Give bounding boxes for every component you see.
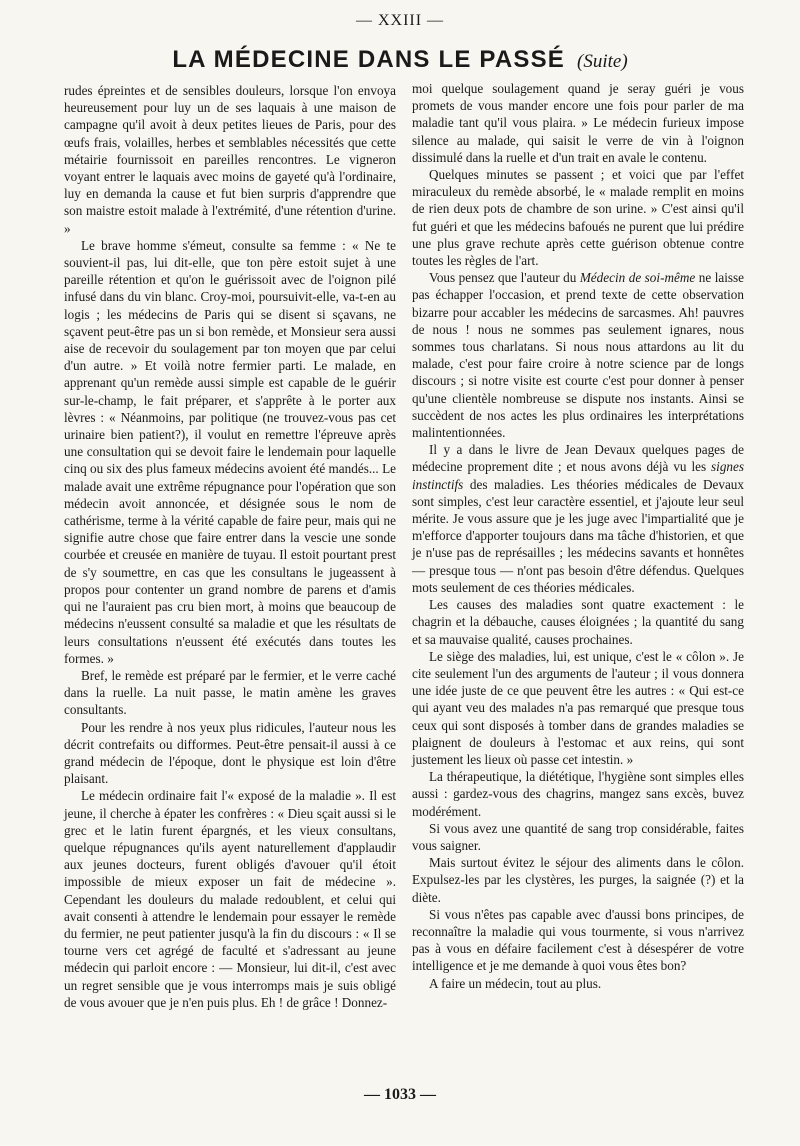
paragraph: Si vous n'êtes pas capable avec d'aussi bons principes, de reconnaître la maladie qui vous tourmente, si vous n'arrivez pas à vous en défaire facilement c'est à désespérer de votre intelligence et je me demande à quoi vous êtes bon? bbox=[412, 906, 744, 974]
paragraph-text: Il y a dans le livre de Jean Devaux quelques pages de médecine proprement dite ; et nous avons déjà vu les bbox=[412, 442, 744, 475]
book-title: Médecin de soi-même bbox=[579, 270, 696, 286]
paragraph: Si vous avez une quantité de sang trop considérable, faites vous saigner. bbox=[412, 820, 744, 853]
paragraph: Pour les rendre à nos yeux plus ridicules, l'auteur nous les décrit contrefaits ou difformes. Peut-être pensait-il aussi à ce grand médecin de l'époque, dont le physique est loin d'être plaisant. bbox=[64, 719, 396, 787]
emphasis-term: signes instinctifs bbox=[412, 459, 744, 492]
paragraph-text: des maladies. Les théories médicales de Devaux sont simples, c'est leur caractère essentiel, et j'ajoute leur seul mérite. Je vous assure que je les juge avec l'impartialité que je m'efforce d'apporter toujours dans ma tâche d'historien, et que je n'use pas de représailles ; les médecins savants et honnêtes — presque tous — n'ont pas besoin d'être défendus. Quelques mots seulement de ces théories médicales. bbox=[412, 476, 744, 595]
paragraph bbox=[412, 269, 744, 441]
paragraph: Quelques minutes se passent ; et voici que par l'effet miraculeux du remède absorbé, le « malade remplit en moins de rien deux pots de chambre de son urine. » C'est ainsi qu'il fut guéri et que les médecins bafoués ne purent que lui prédire une plus grave rechute après cette guérison obtenue contre toutes les règles de l'art. bbox=[412, 167, 744, 269]
paragraph bbox=[412, 441, 744, 596]
paragraph: Bref, le remède est préparé par le fermier, et le verre caché dans la ruelle. La nuit passe, le matin amène les graves consultants. bbox=[64, 667, 396, 718]
paragraph: Le brave homme s'émeut, consulte sa femme : « Ne te souvient-il pas, lui dit-elle, que ton père estoit sujet à une pareille rétention et qu'on le guérissoit avec de l'oignon pilé infusé dans du vin blanc. Croy-moi, poursuivit-elle, va-t-en au logis ; les médecins de Paris qui se disent si sçavans, ne sçavent peut-être pas un si bon remède, et Monsieur sera aussi aise de recevoir du soulagement par ton moyen que par celui d'un autre. » Et voilà notre fermier parti. Le malade, en apprenant qu'un remède aussi simple est capable de le guérir sur-le-champ, le fait préparer, et s'apprête à le porter aux lèvres : « Néanmoins, par politique (ne trouvez-vous pas cet urinaire bien patient?), il voulut en remettre l'épreuve après une consultation qui se devoit faire le lendemain pour laquelle cinq ou six des plus fameux médecins avoient été mandés... Le malade avait une extrême répugnance pour l'opération que son médecin avoit annoncée, et désignée sous le nom de cathérisme, terme à la vérité capable de faire peur, mais qui ne signifie autre chose que faire entrer dans la vescie une sonde courbée et creusée en manière de tuyau. Il estoit pourtant prest de s'y soumettre, en cas que les consultans le jugeassent à propos pour contenter un grand nombre de parens et d'amis qui ne l'auraient pas cru bien mort, à moins que beaucoup de médecins n'eussent consulté sa maladie et que les résultats de leurs consultations n'eussent été exécutés dans toutes les formes. » bbox=[64, 237, 396, 666]
paragraph: Le siège des maladies, lui, est unique, c'est le « côlon ». Je cite seulement l'un des arguments de l'auteur ; il vous donnera une idée juste de ce que peuvent être les autres : « Qui est-ce qui ayant veu des malades n'a pas remarqué que presque tous ceux qui sont disposés à tomber dans de grandes maladies se plaignent de douleurs à l'estomac et aux reins, qui sont justement les lieux où passe cet intestin. » bbox=[412, 648, 744, 767]
paragraph-text: ne laisse pas échapper l'occasion, et prend texte de cette observation bizarre pour accabler les médecins de sarcasmes. Ah! pauvres de nous ! nous ne sommes pas seulement ignares, nous sommes tous charlatans. Si nous nous attardons au lit du malade, c'est pour faire croire à notre science par de longs discours ; si notre visite est courte c'est pour donner à penser qu'une clientèle nombreuse se dispute nos instants. Ainsi se succèdent de nos actes les plus ordinaires les interprétations malintentionnées. bbox=[412, 270, 744, 441]
section-folio: — XXIII — bbox=[355, 12, 445, 29]
left-column bbox=[64, 82, 396, 1011]
page-number: — 1033 — bbox=[364, 1086, 436, 1103]
paragraph: Les causes des maladies sont quatre exactement : le chagrin et la débauche, causes éloignées ; la quantité du sang et sa mauvaise qualité, causes prochaines. bbox=[412, 597, 744, 647]
right-column bbox=[412, 80, 744, 992]
paragraph: rudes épreintes et de sensibles douleurs, lorsque l'on envoya heureusement pour luy un de ses laquais à une maison de campagne qu'il avoit à deux petites lieues de Paris, pour des œufs frais, volailles, herbes et semblables nécessités que cette métairie fournissoit en pareilles rencontres. Le vigneron voyant entrer le laquais avec moins de gayeté qu'à l'ordinaire, luy en demanda la cause et fut bien surpris d'apprendre que son maistre estoit malade à l'extrémité, d'une rétention d'urine. » bbox=[64, 83, 396, 236]
article-title: LA MÉDECINE DANS LE PASSÉ bbox=[172, 46, 566, 73]
paragraph: moi quelque soulagement quand je seray guéri je vous promets de vous mander encore une fois pour parler de ma maladie tant qu'il vous plaira. » Le médecin furieux impose silence au malade, qui saisit le verre de vin à l'oignon dissimulé dans la ruelle et d'un trait en avale le contenu. bbox=[412, 81, 744, 165]
paragraph: Le médecin ordinaire fait l'« exposé de la maladie ». Il est jeune, il cherche à épater les confrères : « Dieu sçait aussi si le grec et le latin furent épargnés, et les vieux consultans, quelque répugnances qu'ils ayent naturellement d'applaudir aux jeunes docteurs, furent obligés d'avouer qu'il étoit impossible de mieux exposer un fait de médecine ». Cependant les douleurs du malade redoublent, et celui qui avait consenti à attendre le lendemain pour essayer le remède du fermier, ne peut patienter jusqu'à la fin du discours : « Il se tourne vers cet agrégé de faculté et s'adressant au jeune médecin qui parloit encore : — Monsieur, lui dit-il, c'est avec un regret sensible que je vous interromps mais je suis obligé de vous avouer que je n'en puis plus. Eh ! de grâce ! Donnez- bbox=[64, 788, 396, 1010]
paragraph: La thérapeutique, la diététique, l'hygiène sont simples elles aussi : gardez-vous des chagrins, mangez sans excès, buvez modérément. bbox=[412, 769, 744, 819]
paragraph-text: Vous pensez que l'auteur du bbox=[429, 270, 580, 286]
article-title-row bbox=[0, 46, 800, 74]
paragraph: A faire un médecin, tout au plus. bbox=[429, 975, 602, 991]
article-suite-label: (Suite) bbox=[577, 51, 628, 72]
paragraph: Mais surtout évitez le séjour des aliments dans le côlon. Expulsez-les par les clystères, les purges, la saignée (?) et la diète. bbox=[412, 855, 744, 905]
